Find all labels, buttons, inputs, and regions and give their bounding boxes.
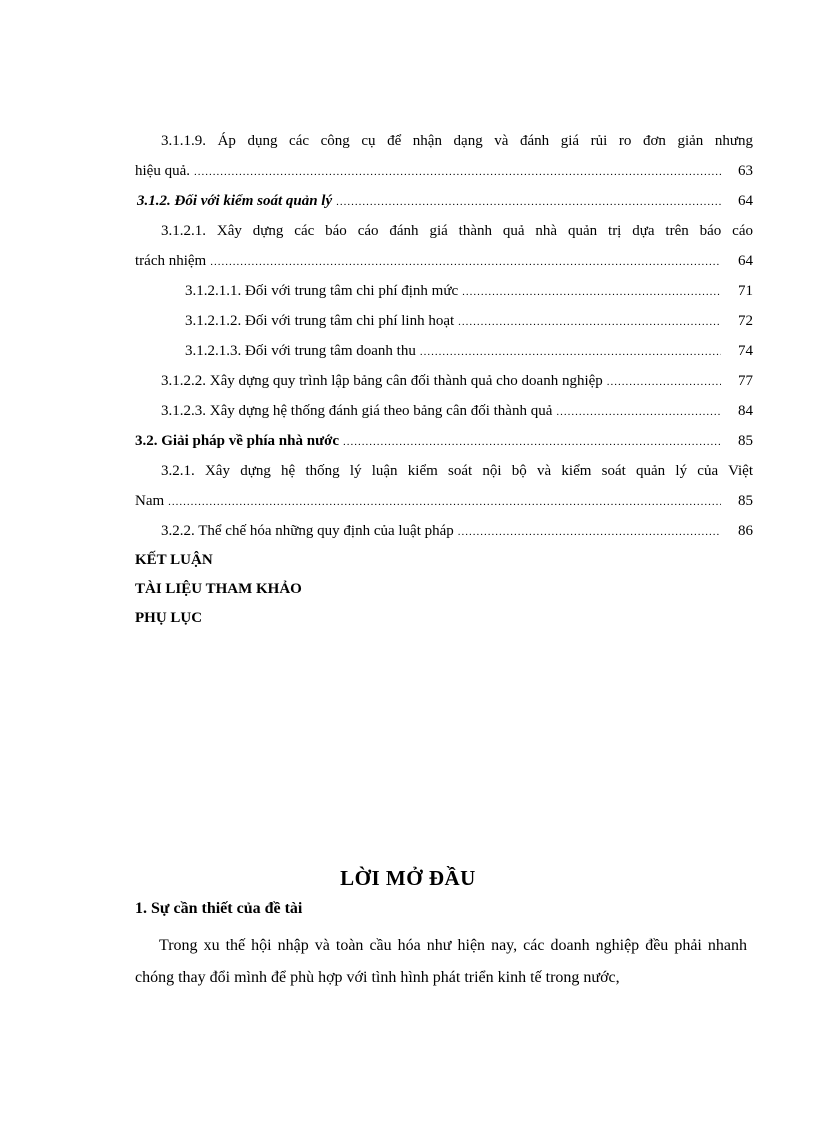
- dot-leader: [194, 164, 721, 180]
- toc-page-number: 63: [738, 163, 753, 179]
- toc-entry-text: 3.1.2.1.3. Đối với trung tâm doanh thu: [185, 343, 416, 359]
- table-of-contents: [135, 126, 753, 633]
- toc-page-number: 74: [738, 343, 753, 359]
- toc-entry-3-1-2-1-2[interactable]: [135, 306, 753, 336]
- toc-entry-text: hiệu quả.: [135, 163, 190, 179]
- toc-page-number: 85: [738, 493, 753, 509]
- dot-leader: [462, 284, 721, 300]
- toc-entry-text: 3.2. Giải pháp về phía nhà nước: [135, 433, 340, 449]
- dot-leader: [336, 194, 721, 210]
- toc-entry-3-2[interactable]: [135, 426, 753, 456]
- toc-page-number: 71: [738, 283, 753, 299]
- dot-leader: [607, 374, 721, 390]
- toc-heading-tai-lieu-tham-khao[interactable]: TÀI LIỆU THAM KHẢO: [135, 581, 302, 597]
- dot-leader: [458, 524, 721, 540]
- toc-entry-text: 3.2.2. Thể chế hóa những quy định của luật pháp: [161, 523, 454, 539]
- toc-entry-text: 3.2.1. Xây dựng hệ thống lý luận kiểm soát nội bộ và kiểm soát quản lý của Việt: [161, 463, 753, 479]
- toc-entry-text: Nam: [135, 493, 165, 509]
- toc-page-number: 64: [738, 253, 753, 269]
- toc-entry-3-1-2-1-cont[interactable]: [135, 246, 753, 276]
- toc-page-number: 77: [738, 373, 753, 389]
- toc-entry-text: 3.1.2.1.1. Đối với trung tâm chi phí định mức: [185, 283, 459, 299]
- toc-entry-text: 3.1.2.1.2. Đối với trung tâm chi phí linh hoạt: [185, 313, 455, 329]
- toc-heading-phu-luc[interactable]: PHỤ LỤC: [135, 610, 203, 626]
- toc-entry-3-1-2[interactable]: [135, 186, 753, 216]
- toc-entry-text: 3.1.1.9. Áp dụng các công cụ để nhận dạng và đánh giá rủi ro đơn giản nhưng: [161, 133, 753, 149]
- toc-page-number: 85: [738, 433, 753, 449]
- toc-entry-3-1-2-1-3[interactable]: [135, 336, 753, 366]
- toc-entry-3-1-1-9[interactable]: [135, 126, 753, 156]
- toc-heading-ket-luan[interactable]: KẾT LUẬN: [135, 552, 213, 568]
- section-heading: 1. Sự cần thiết của đề tài: [135, 900, 303, 917]
- paragraph-text: Trong xu thế hội nhập và toàn cầu hóa như hiện nay, các doanh nghiệp đều phải nhanh chóng thay đổi mình để phù hợp với tình hình phát triển kinh tế trong nước,: [135, 937, 747, 986]
- toc-entry-text: 3.1.2. Đối với kiểm soát quản lý: [137, 193, 333, 209]
- toc-entry-3-1-2-3[interactable]: [135, 396, 753, 426]
- toc-page-number: 72: [738, 313, 753, 329]
- toc-entry-text: 3.1.2.3. Xây dựng hệ thống đánh giá theo bảng cân đối thành quả: [161, 403, 553, 419]
- dot-leader: [458, 314, 721, 330]
- toc-page-number: 64: [738, 193, 753, 209]
- dot-leader: [556, 404, 721, 420]
- dot-leader: [420, 344, 721, 360]
- intro-title: LỜI MỞ ĐẦU: [340, 866, 476, 890]
- body-paragraph: [135, 930, 747, 994]
- toc-entry-3-1-2-1[interactable]: [135, 216, 753, 246]
- toc-entry-3-1-2-2[interactable]: [135, 366, 753, 396]
- toc-entry-3-2-2[interactable]: [135, 516, 753, 546]
- dot-leader: [210, 254, 721, 270]
- toc-entry-text: 3.1.2.2. Xây dựng quy trình lập bảng cân đối thành quả cho doanh nghiệp: [161, 373, 603, 389]
- toc-entry-3-1-1-9-cont[interactable]: [135, 156, 753, 186]
- toc-page-number: 86: [738, 523, 753, 539]
- toc-entry-3-1-2-1-1[interactable]: [135, 276, 753, 306]
- toc-entry-3-2-1[interactable]: [135, 456, 753, 486]
- toc-page-number: 84: [738, 403, 753, 419]
- dot-leader: [168, 494, 721, 510]
- toc-entry-text: trách nhiệm: [135, 253, 207, 269]
- toc-entry-text: 3.1.2.1. Xây dựng các báo cáo đánh giá thành quả nhà quản trị dựa trên báo cáo: [161, 223, 753, 239]
- toc-entry-3-2-1-cont[interactable]: [135, 486, 753, 516]
- dot-leader: [343, 434, 721, 450]
